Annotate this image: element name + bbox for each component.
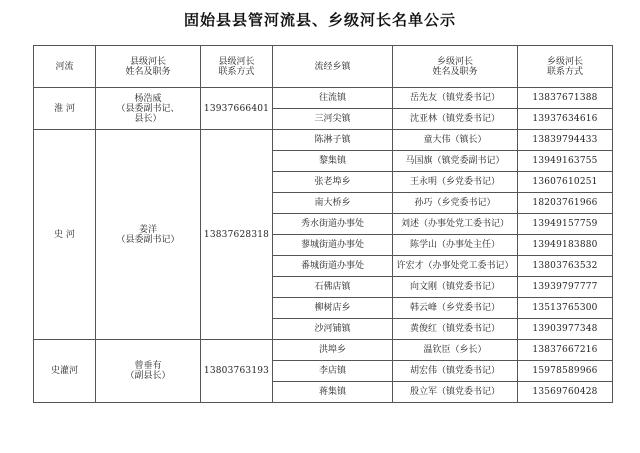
town-name: 洪埠乡 (273, 340, 393, 361)
township-chief: 向文刚（镇党委书记） (393, 277, 518, 298)
township-chief-phone: 13949163755 (518, 151, 613, 172)
township-chief: 岳先友（镇党委书记） (393, 88, 518, 109)
township-chief-phone: 13837667216 (518, 340, 613, 361)
township-chief: 殷立军（镇党委书记） (393, 382, 518, 403)
county-chief-phone: 13803763193 (201, 340, 273, 403)
county-chief: 姜洋 （县委副书记） (96, 130, 201, 340)
township-chief-phone: 15978589966 (518, 361, 613, 382)
header-county-chief: 县级河长 姓名及职务 (96, 46, 201, 88)
township-chief: 王永明（乡党委书记） (393, 172, 518, 193)
township-chief: 温钦臣（乡长） (393, 340, 518, 361)
township-chief-phone: 13569760428 (518, 382, 613, 403)
county-chief: 曾垂有 （副县长） (96, 340, 201, 403)
table-header-row (34, 46, 613, 88)
town-name: 沙河铺镇 (273, 319, 393, 340)
page-title: 固始县县管河流县、乡级河长名单公示 (183, 11, 456, 29)
header-township-contact: 乡级河长 联系方式 (518, 46, 613, 88)
township-chief: 韩云峰（乡党委书记） (393, 298, 518, 319)
township-chief-phone: 13837671388 (518, 88, 613, 109)
table-row (34, 340, 613, 361)
county-chief-phone: 13937666401 (201, 88, 273, 130)
township-chief-phone: 13839794433 (518, 130, 613, 151)
township-chief: 沈亚林（镇党委书记） (393, 109, 518, 130)
table-row (34, 88, 613, 109)
township-chief-phone: 13803763532 (518, 256, 613, 277)
town-name: 秀水街道办事处 (273, 214, 393, 235)
town-name: 蓼城街道办事处 (273, 235, 393, 256)
township-chief-phone: 13939797777 (518, 277, 613, 298)
header-township-chief: 乡级河长 姓名及职务 (393, 46, 518, 88)
township-chief: 许宏才（办事处党工委书记） (393, 256, 518, 277)
township-chief: 孙巧（乡党委书记） (393, 193, 518, 214)
county-chief-phone: 13837628318 (201, 130, 273, 340)
township-chief-phone: 13903977348 (518, 319, 613, 340)
town-name: 番城街道办事处 (273, 256, 393, 277)
town-name: 三河尖镇 (273, 109, 393, 130)
town-name: 陈淋子镇 (273, 130, 393, 151)
township-chief: 刘述（办事处党工委书记） (393, 214, 518, 235)
header-county-contact: 县级河长 联系方式 (201, 46, 273, 88)
town-name: 张老埠乡 (273, 172, 393, 193)
township-chief-phone: 13949157759 (518, 214, 613, 235)
town-name: 南大桥乡 (273, 193, 393, 214)
river-name: 淮 河 (34, 88, 96, 130)
township-chief: 胡宏伟（镇党委书记） (393, 361, 518, 382)
town-name: 黎集镇 (273, 151, 393, 172)
table-row (34, 130, 613, 151)
township-chief: 马国旗（镇党委副书记） (393, 151, 518, 172)
township-chief-phone: 13607610251 (518, 172, 613, 193)
township-chief: 黄俊红（镇党委书记） (393, 319, 518, 340)
township-chief-phone: 13937634616 (518, 109, 613, 130)
township-chief: 童大伟（镇长） (393, 130, 518, 151)
township-chief-phone: 13513765300 (518, 298, 613, 319)
river-chief-table (33, 45, 613, 403)
town-name: 往流镇 (273, 88, 393, 109)
township-chief: 陈学山（办事处主任） (393, 235, 518, 256)
town-name: 柳树店乡 (273, 298, 393, 319)
town-name: 石佛店镇 (273, 277, 393, 298)
town-name: 李店镇 (273, 361, 393, 382)
river-name: 史灌河 (34, 340, 96, 403)
header-river: 河流 (34, 46, 96, 88)
township-chief-phone: 13949183880 (518, 235, 613, 256)
river-name: 史 河 (34, 130, 96, 340)
town-name: 蒋集镇 (273, 382, 393, 403)
township-chief-phone: 18203761966 (518, 193, 613, 214)
header-town: 流经乡镇 (273, 46, 393, 88)
county-chief: 杨浩威 （县委副书记、 县长） (96, 88, 201, 130)
